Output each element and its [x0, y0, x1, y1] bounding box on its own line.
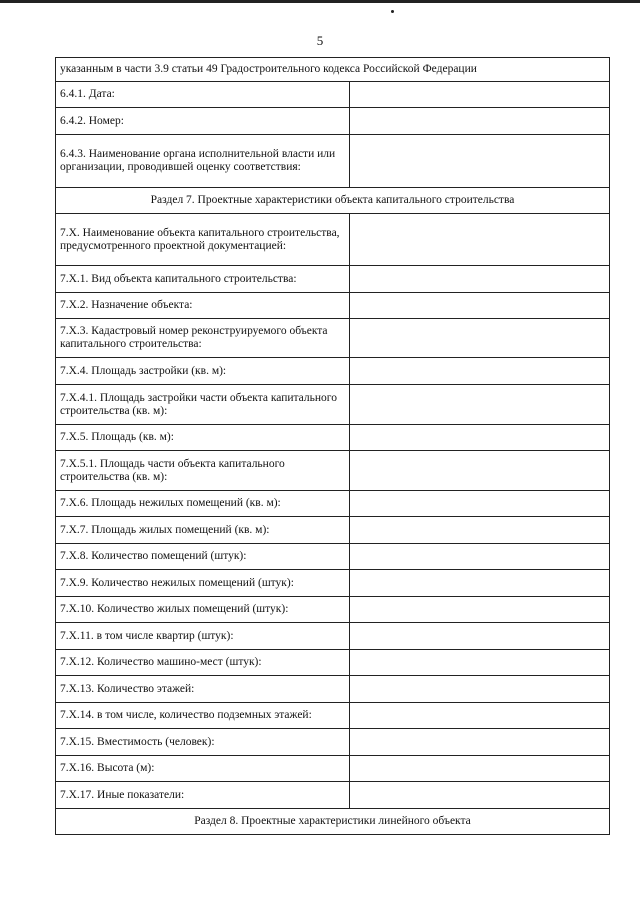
- field-row: [56, 214, 610, 266]
- field-label: 7.X.6. Площадь нежилых помещений (кв. м):: [56, 491, 350, 517]
- field-value-cell[interactable]: [349, 676, 609, 703]
- field-value-cell[interactable]: [349, 703, 609, 729]
- table-body: [56, 58, 610, 835]
- field-label: 7.X.17. Иные показатели:: [56, 782, 350, 809]
- field-label: 7.X.5. Площадь (кв. м):: [56, 425, 350, 451]
- field-label: 7.X.12. Количество машино-мест (штук):: [56, 650, 350, 676]
- field-value-cell[interactable]: [349, 491, 609, 517]
- field-value-cell[interactable]: [349, 451, 609, 491]
- scan-speck: [391, 10, 394, 13]
- field-row: [56, 570, 610, 597]
- field-value-cell[interactable]: [349, 597, 609, 623]
- section-title: Раздел 8. Проектные характеристики линейного объекта: [56, 809, 610, 835]
- field-label: 7.X.15. Вместимость (человек):: [56, 729, 350, 756]
- top-border-line: [0, 0, 640, 3]
- field-value-cell[interactable]: [349, 729, 609, 756]
- continuation-row: [56, 58, 610, 82]
- field-label: 7.X.13. Количество этажей:: [56, 676, 350, 703]
- field-value-cell[interactable]: [349, 82, 609, 108]
- field-row: [56, 293, 610, 319]
- field-label: 6.4.1. Дата:: [56, 82, 350, 108]
- field-label: 7.X. Наименование объекта капитального строительства, предусмотренного проектной документацией:: [56, 214, 350, 266]
- field-label: 7.X.4. Площадь застройки (кв. м):: [56, 358, 350, 385]
- field-label: 7.X.11. в том числе квартир (штук):: [56, 623, 350, 650]
- field-row: [56, 108, 610, 135]
- field-value-cell[interactable]: [349, 544, 609, 570]
- field-row: [56, 425, 610, 451]
- field-row: [56, 756, 610, 782]
- field-label: 7.X.4.1. Площадь застройки части объекта капитального строительства (кв. м):: [56, 385, 350, 425]
- field-value-cell[interactable]: [349, 570, 609, 597]
- field-value-cell[interactable]: [349, 358, 609, 385]
- field-row: [56, 385, 610, 425]
- field-row: [56, 266, 610, 293]
- field-value-cell[interactable]: [349, 517, 609, 544]
- field-value-cell[interactable]: [349, 425, 609, 451]
- field-value-cell[interactable]: [349, 108, 609, 135]
- field-label: 7.X.3. Кадастровый номер реконструируемого объекта капитального строительства:: [56, 319, 350, 358]
- field-label: 7.X.16. Высота (м):: [56, 756, 350, 782]
- section-header-row: [56, 188, 610, 214]
- field-row: [56, 597, 610, 623]
- field-row: [56, 544, 610, 570]
- field-label: 7.X.14. в том числе, количество подземных этажей:: [56, 703, 350, 729]
- field-value-cell[interactable]: [349, 650, 609, 676]
- field-value-cell[interactable]: [349, 385, 609, 425]
- field-label: 7.X.9. Количество нежилых помещений (штук):: [56, 570, 350, 597]
- field-label: 7.X.10. Количество жилых помещений (штук):: [56, 597, 350, 623]
- section-header-row: [56, 809, 610, 835]
- field-value-cell[interactable]: [349, 293, 609, 319]
- field-value-cell[interactable]: [349, 623, 609, 650]
- field-label: 6.4.2. Номер:: [56, 108, 350, 135]
- field-value-cell[interactable]: [349, 266, 609, 293]
- field-row: [56, 451, 610, 491]
- field-row: [56, 729, 610, 756]
- field-value-cell[interactable]: [349, 214, 609, 266]
- characteristics-table: [55, 57, 610, 835]
- field-value-cell[interactable]: [349, 782, 609, 809]
- section-title: Раздел 7. Проектные характеристики объекта капитального строительства: [56, 188, 610, 214]
- field-label: 7.X.2. Назначение объекта:: [56, 293, 350, 319]
- field-value-cell[interactable]: [349, 135, 609, 188]
- field-row: [56, 676, 610, 703]
- continuation-text: указанным в части 3.9 статьи 49 Градостроительного кодекса Российской Федерации: [56, 58, 610, 82]
- field-label: 7.X.5.1. Площадь части объекта капитального строительства (кв. м):: [56, 451, 350, 491]
- field-value-cell[interactable]: [349, 756, 609, 782]
- field-row: [56, 82, 610, 108]
- field-row: [56, 517, 610, 544]
- field-row: [56, 650, 610, 676]
- field-row: [56, 623, 610, 650]
- field-label: 6.4.3. Наименование органа исполнительной власти или организации, проводившей оценку соответствия:: [56, 135, 350, 188]
- field-row: [56, 319, 610, 358]
- field-row: [56, 135, 610, 188]
- field-row: [56, 782, 610, 809]
- field-label: 7.X.1. Вид объекта капитального строительства:: [56, 266, 350, 293]
- field-label: 7.X.8. Количество помещений (штук):: [56, 544, 350, 570]
- field-row: [56, 358, 610, 385]
- field-value-cell[interactable]: [349, 319, 609, 358]
- field-row: [56, 703, 610, 729]
- field-row: [56, 491, 610, 517]
- page-number: 5: [316, 33, 324, 48]
- field-label: 7.X.7. Площадь жилых помещений (кв. м):: [56, 517, 350, 544]
